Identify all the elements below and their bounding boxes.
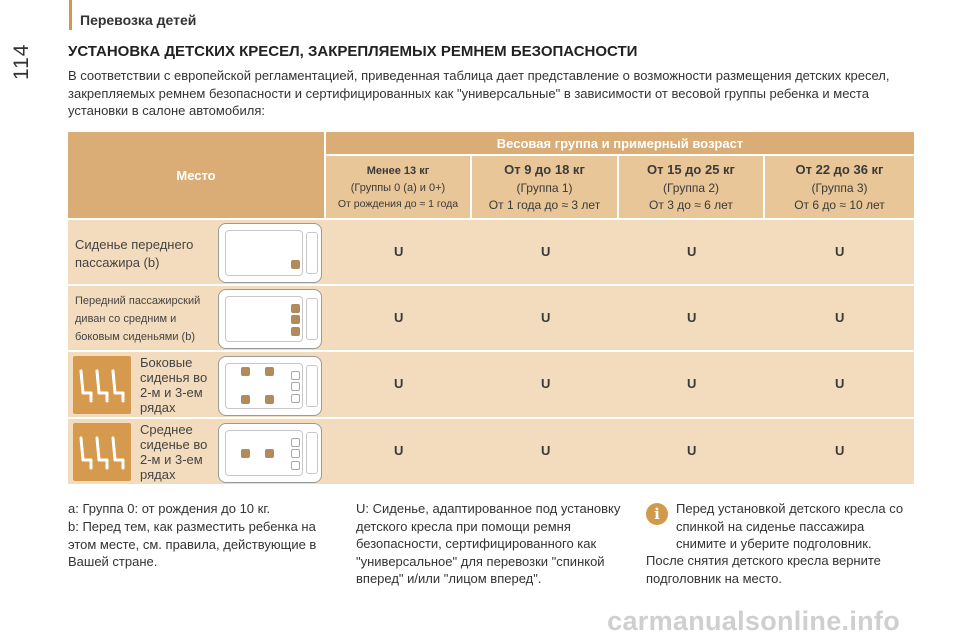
info-note-1: Перед установкой детского кресла со спинкой на сиденье пассажира снимите и уберите подголовник. bbox=[676, 501, 904, 551]
table-row-2 bbox=[68, 350, 914, 419]
weight-group-header bbox=[326, 132, 914, 154]
value-cell: U bbox=[687, 244, 697, 259]
group-title: От 15 до 25 кг bbox=[647, 162, 735, 177]
group-title: От 22 до 36 кг bbox=[795, 162, 884, 177]
value-cell: U bbox=[835, 443, 845, 458]
group-number: (Группа 2) bbox=[662, 181, 720, 195]
table-row-1 bbox=[68, 284, 914, 352]
table-row-3 bbox=[68, 417, 914, 486]
place-header-label: Место bbox=[176, 167, 216, 183]
group-title: Менее 13 кг bbox=[366, 164, 430, 177]
child-seat-table bbox=[68, 132, 914, 484]
value-cell: U bbox=[394, 443, 404, 458]
group-age: От рождения до ≈ 1 года bbox=[337, 197, 459, 210]
seat-icon bbox=[73, 356, 131, 414]
place-label: Передний пассажирский диван со средним и боковым сиденьями (b) bbox=[75, 295, 201, 343]
intro-paragraph: В соответствии с европейской регламентацией, приведенная таблица дает представление о возможности размещения детских кресел, закрепляемых ремнем безопасности и сертифицированных как "универсальные" в зависимости от весовой группы ребенка и места установки в салоне автомобиля: bbox=[68, 68, 890, 118]
value-cell: U bbox=[687, 443, 697, 458]
car-diagram bbox=[218, 289, 322, 349]
value-cell: U bbox=[394, 310, 404, 325]
group-number: (Группа 3) bbox=[811, 181, 868, 195]
group-age: От 6 до ≈ 10 лет bbox=[794, 198, 885, 212]
group-header-1 bbox=[472, 154, 619, 218]
page-title: УСТАНОВКА ДЕТСКИХ КРЕСЕЛ, ЗАКРЕПЛЯЕМЫХ РЕМНЕМ БЕЗОПАСНОСТИ bbox=[68, 43, 638, 60]
group-number: (Группы 0 (a) и 0+) bbox=[350, 181, 446, 194]
car-diagram bbox=[218, 356, 322, 416]
value-cell: U bbox=[687, 376, 697, 391]
car-diagram bbox=[218, 423, 322, 483]
place-label: Среднее сиденье во 2-м и 3-ем рядах bbox=[140, 422, 208, 482]
footnote-a: a: Группа 0: от рождения до 10 кг. bbox=[68, 501, 271, 516]
seat-icon bbox=[73, 423, 131, 481]
place-header bbox=[68, 132, 326, 218]
group-title: От 9 до 18 кг bbox=[504, 162, 585, 177]
watermark: carmanualsonline.info bbox=[607, 606, 900, 636]
section-header: Перевозка детей bbox=[80, 12, 197, 28]
header-accent-bar bbox=[69, 0, 72, 30]
value-cell: U bbox=[835, 376, 845, 391]
group-age: От 1 года до ≈ 3 лет bbox=[488, 198, 601, 212]
weight-group-header-label: Весовая группа и примерный возраст bbox=[496, 135, 744, 151]
value-cell: U bbox=[541, 244, 551, 259]
place-label: Боковые сиденья во 2-м и 3-ем рядах bbox=[140, 355, 208, 415]
page-number: 114 bbox=[10, 43, 33, 80]
group-age: От 3 до ≈ 6 лет bbox=[649, 198, 733, 212]
footnote-u: U: Сиденье, адаптированное под установку детского кресла при помощи ремня безопасности, сертифицированного как "универсальное" для перевозки "спинкой вперед" и/или "лицом вперед". bbox=[356, 501, 621, 586]
group-header-0 bbox=[326, 154, 472, 218]
value-cell: U bbox=[541, 443, 551, 458]
value-cell: U bbox=[394, 244, 404, 259]
value-cell: U bbox=[541, 310, 551, 325]
info-note-2: После снятия детского кресла верните подголовник на место. bbox=[646, 553, 881, 586]
value-cell: U bbox=[541, 376, 551, 391]
footnote-b: b: Перед тем, как разместить ребенка на этом месте, см. правила, действующие в Вашей стране. bbox=[68, 519, 317, 569]
value-cell: U bbox=[835, 244, 845, 259]
group-header-2 bbox=[619, 154, 765, 218]
table-row-0 bbox=[68, 218, 914, 286]
place-label: Сиденье переднего пассажира (b) bbox=[75, 237, 194, 270]
group-header-3 bbox=[765, 154, 914, 218]
value-cell: U bbox=[394, 376, 404, 391]
value-cell: U bbox=[687, 310, 697, 325]
info-icon: i bbox=[646, 503, 668, 525]
car-diagram bbox=[218, 223, 322, 283]
group-number: (Группа 1) bbox=[516, 181, 573, 195]
value-cell: U bbox=[835, 310, 845, 325]
